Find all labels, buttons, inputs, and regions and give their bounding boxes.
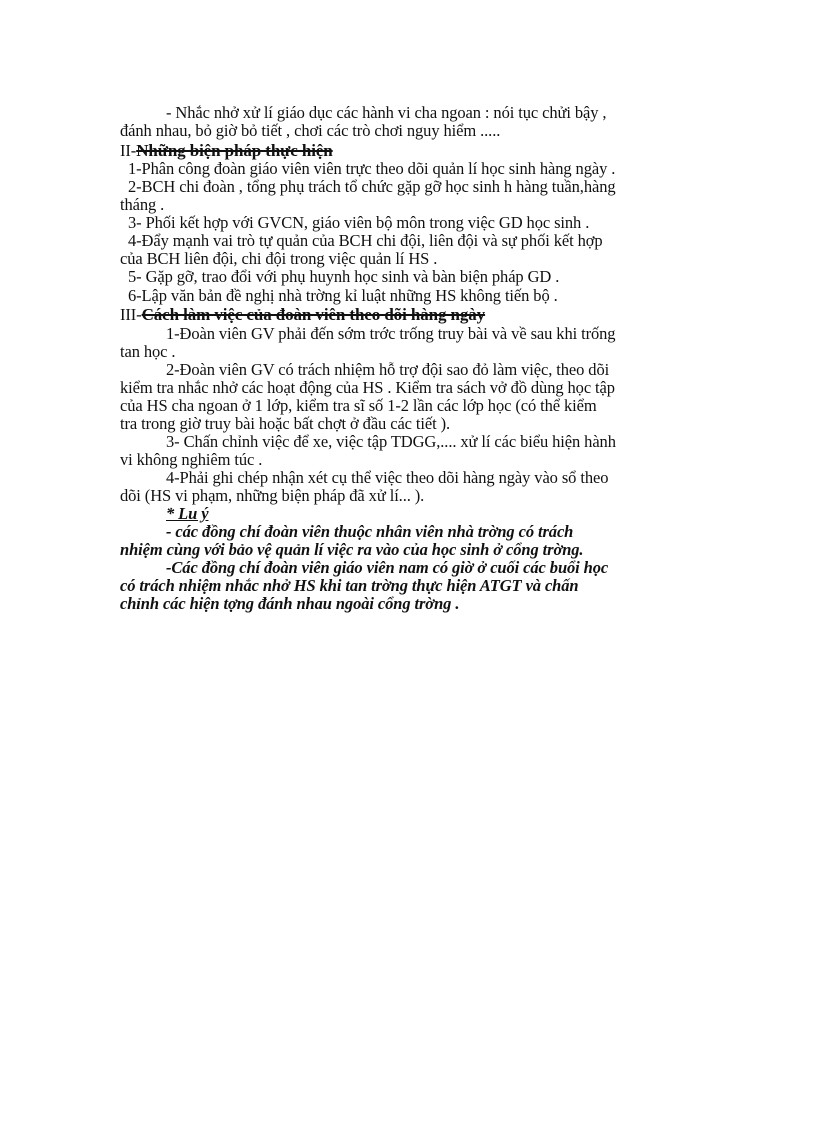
section-2-line: tháng .	[120, 195, 165, 214]
note-line: có trách nhiệm nhắc nhở HS khi tan trờng thực hiện ATGT và chấn	[120, 576, 579, 595]
section-title: Những biện pháp thực hiện	[136, 141, 333, 160]
section-number: III-	[120, 305, 142, 324]
section-3-line: tra trong giờ truy bài hoặc bất chợt ở đầu các tiết ).	[120, 414, 451, 433]
section-2-line: 6-Lập văn bản đề nghị nhà trờng kỉ luật những HS không tiến bộ .	[128, 286, 558, 305]
note-title: * Lu ý	[166, 504, 209, 523]
section-2-line: của BCH liên đội, chi đội trong việc quản lí HS .	[120, 249, 438, 268]
section-3-line: của HS cha ngoan ở 1 lớp, kiểm tra sĩ số 1-2 lần các lớp học (có thể kiểm	[120, 396, 597, 415]
section-3-line: tan học .	[120, 342, 176, 361]
section-2-line: 5- Gặp gỡ, trao đổi với phụ huynh học sinh và bàn biện pháp GD .	[128, 267, 560, 286]
section-2-line: 2-BCH chi đoàn , tổng phụ trách tổ chức gặp gỡ học sinh h hàng tuần,hàng	[128, 177, 616, 196]
section-number: II-	[120, 141, 137, 160]
section-3-line: vi không nghiêm túc .	[120, 450, 263, 469]
section-3-line: kiểm tra nhắc nhở các hoạt động của HS . Kiểm tra sách vở đồ dùng học tập	[120, 378, 615, 397]
note-line: -Các đồng chí đoàn viên giáo viên nam có giờ ở cuối các buổi học	[166, 558, 609, 577]
note-line: chỉnh các hiện tợng đánh nhau ngoài cổng trờng .	[120, 594, 460, 613]
section-2-line: 1-Phân công đoàn giáo viên viên trực theo dõi quản lí học sinh hàng ngày .	[128, 159, 616, 178]
note-line: nhiệm cùng với bảo vệ quản lí việc ra vào của học sinh ở cổng trờng.	[120, 540, 584, 559]
section-3-heading	[120, 306, 700, 324]
intro-line: đánh nhau, bỏ giờ bỏ tiết , chơi các trò chơi nguy hiểm .....	[120, 121, 501, 140]
section-2-line: 4-Đẩy mạnh vai trò tự quản của BCH chi đội, liên đội và sự phối kết hợp	[128, 231, 603, 250]
section-3-line: dõi (HS vi phạm, những biện pháp đã xử lí... ).	[120, 486, 425, 505]
intro-line: - Nhắc nhở xử lí giáo dục các hành vi cha ngoan : nói tục chửi bậy ,	[166, 103, 607, 122]
section-title: Cách làm việc của đoàn viên theo dõi hàng ngày	[141, 305, 486, 324]
section-3-line: 1-Đoàn viên GV phải đến sớm trớc trống truy bài và về sau khi trống	[166, 324, 616, 343]
section-3-line: 3- Chấn chỉnh việc để xe, việc tập TDGG,.... xử lí các biểu hiện hành	[166, 432, 616, 451]
section-2-line: 3- Phối kết hợp với GVCN, giáo viên bộ môn trong việc GD học sinh .	[128, 213, 590, 232]
section-3-line: 2-Đoàn viên GV có trách nhiệm hỗ trợ đội sao đỏ làm việc, theo dõi	[166, 360, 610, 379]
note-line: - các đồng chí đoàn viên thuộc nhân viên nhà trờng có trách	[166, 522, 574, 541]
section-3-line: 4-Phải ghi chép nhận xét cụ thể việc theo dõi hàng ngày vào sổ theo	[166, 468, 609, 487]
section-2-heading	[120, 142, 700, 160]
